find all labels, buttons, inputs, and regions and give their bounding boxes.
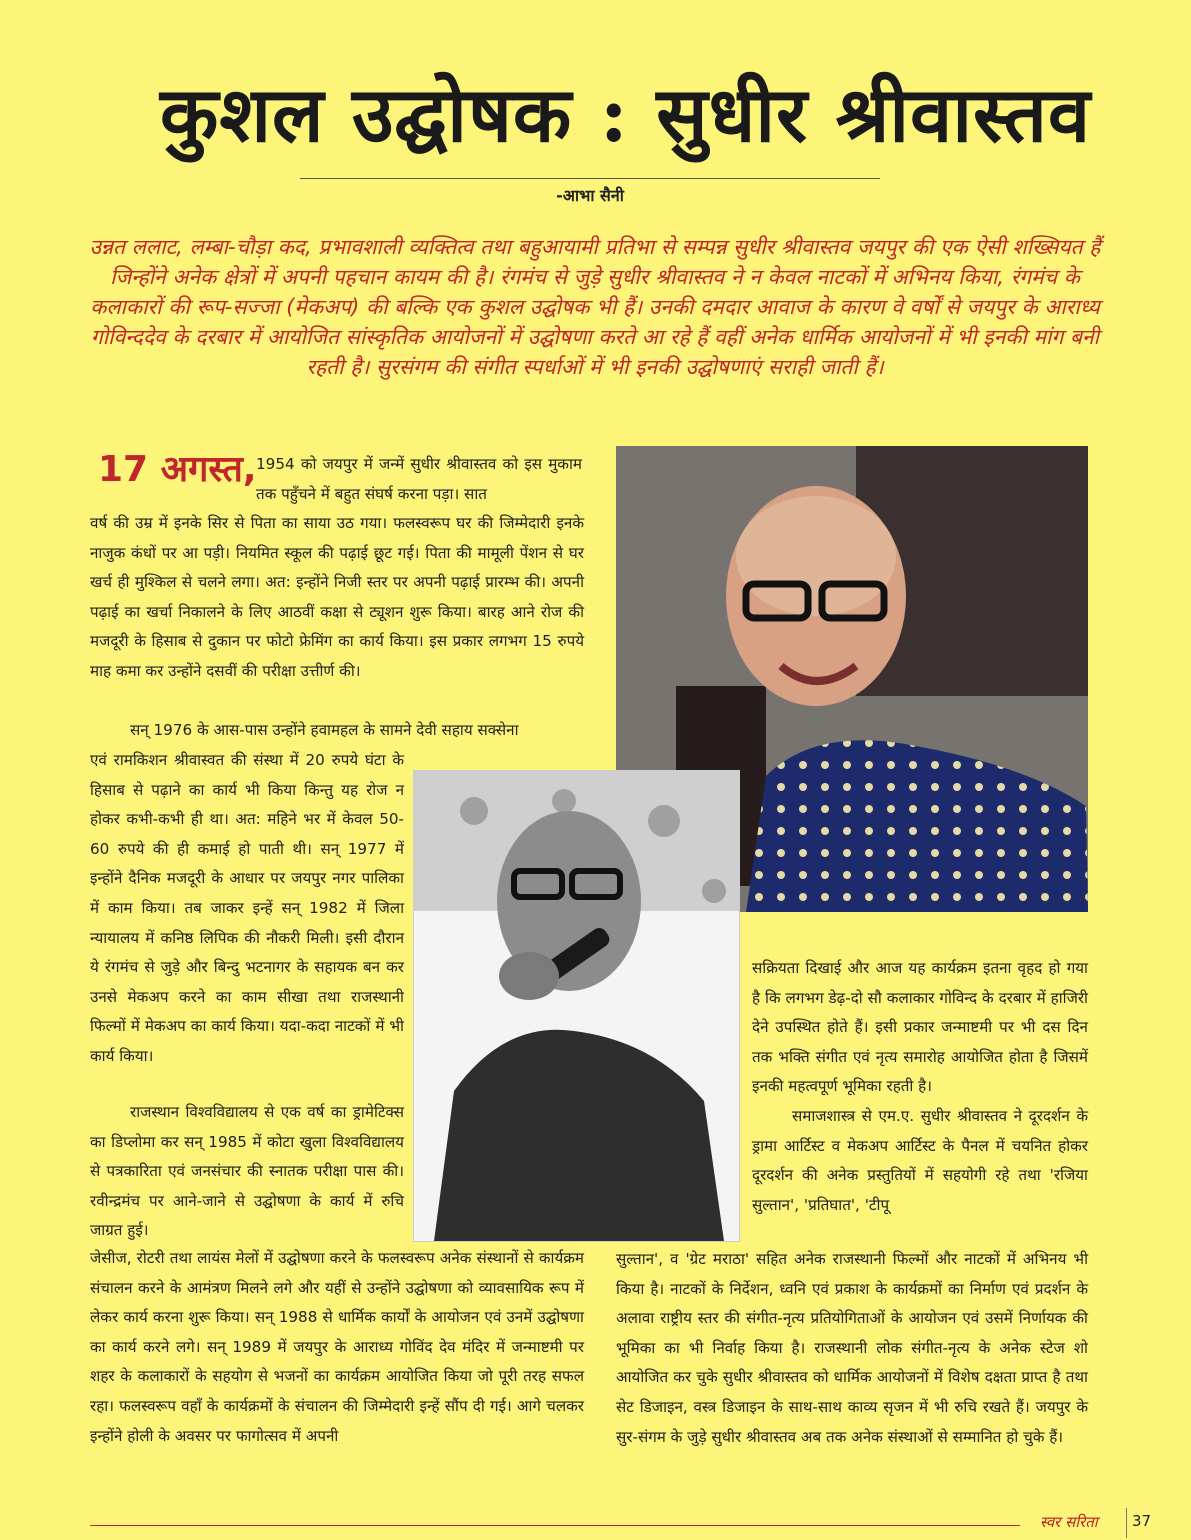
body-paragraph-1: वर्ष की उम्र में इनके सिर से पिता का साया उठ गया। फलस्वरूप घर की जिम्मेदारी इनके नाजुक कंधों पर आ पड़ी। नियमित स्कूल की पढ़ाई छूट गई। पिता की मामूली पेंशन से घर खर्च ही मुश्किल से चलने लगा। अत: इन्होंने निजी स्तर पर अपनी पढ़ाई प्रारम्भ की। अपनी पढ़ाई का खर्चा निकालने के लिए आठवीं कक्षा से ट्यूशन शुरू किया। बारह आने रोज की मजदूरी के हिसाब से दुकान पर फोटो फ्रेमिंग का कार्य किया। इस प्रकार लगभग 15 रुपये माह कमा कर उन्होंने दसवीं की परीक्षा उत्तीर्ण की। <box>90 514 584 680</box>
footer-separator <box>1126 1508 1127 1538</box>
right-column-top <box>752 954 1088 1220</box>
right-paragraph-1: सक्रियता दिखाई और आज यह कार्यक्रम इतना वृहद हो गया है कि लगभग डेढ़-दो सौ कलाकार गोविन्द के दरबार में हाजिरी देने उपस्थित होते हैं। इसी प्रकार जन्माष्टमी पर भी दस दिन तक भक्ति संगीत एवं नृत्य समारोह आयोजित होता है जिसमें इनकी महत्वपूर्ण भूमिका रहती है। <box>752 959 1088 1096</box>
body-paragraph-4: जेसीज, रोटरी तथा लायंस मेलों में उद्घोषणा करने के फलस्वरूप अनेक संस्थानों से कार्यक्रम संचालन करने के आमंत्रण मिलने लगे और यहीं से उन्होंने उद्घोषणा को व्यावसायिक रूप में लेकर कार्य करना शुरू किया। सन् 1988 से धार्मिक कार्यों के आयोजन एवं उनमें उद्घोषणा का कार्य करने लगे। सन् 1989 में जयपुर के आराध्य गोविंद देव मंदिर में जन्माष्टमी पर शहर के कलाकारों के सहयोग से भजनों का कार्यक्रम आयोजित किया जो पूरी तरह सफल रहा। फलस्वरूप वहाँ के कार्यक्रमों के संचालन की जिम्मेदारी इन्हें सौंप दी गई। आगे चलकर इन्होंने होली के अवसर पर फागोत्सव में अपनी <box>90 1249 584 1445</box>
footer-magazine-name: स्वर सरिता <box>1040 1513 1098 1531</box>
body-paragraph-2-start: सन् 1976 के आस-पास उन्होंने हवामहल के सामने देवी सहाय सक्सेना <box>130 721 519 739</box>
right-paragraph-2: समाजशास्त्र से एम.ए. सुधीर श्रीवास्तव ने दूरदर्शन के ड्रामा आर्टिस्ट व मेकअप आर्टिस्ट के पैनल में चयनित होकर दूरदर्शन की अनेक प्रस्तुतियों में सहयोगी रहे तथा 'रजिया सुल्तान', 'प्रतिघात', 'टीपू <box>752 1106 1088 1214</box>
body-paragraph-1-start: 1954 को जयपुर में जन्में सुधीर श्रीवास्तव को इस मुकाम तक पहुँचने में बहुत संघर्ष करना पड़ा। सात <box>256 455 582 503</box>
dropcap-date: 17 अगस्त, <box>98 449 257 490</box>
page-number: 37 <box>1132 1512 1152 1530</box>
byline: -आभा सैनी <box>556 186 624 205</box>
byline-rule <box>300 178 880 179</box>
intro-paragraph: उन्नत ललाट, लम्बा-चौड़ा कद, प्रभावशाली व्यक्तित्व तथा बहुआयामी प्रतिभा से सम्पन्न सुधीर श्रीवास्तव जयपुर की एक ऐसी शख्सियत हैं जिन्होंने अनेक क्षेत्रों में अपनी पहचान कायम की है। रंगमंच से जुड़े सुधीर श्रीवास्तव ने न केवल नाटकों में अभिनय किया, रंगमंच के कलाकारों की रूप-सज्जा (मेकअप) की बल्कि एक कुशल उद्घोषक भी हैं। उनकी दमदार आवाज के कारण वे वर्षों से जयपुर के आराध्य गोविन्ददेव के दरबार में आयोजित सांस्कृतिक आयोजनों में उद्घोषणा करते आ रहे हैं वहीं अनेक धार्मिक आयोजनों में भी इनकी मांग बनी रहती है। सुरसंगम की संगीत स्पर्धाओं में भी इनकी उद्घोषणाएं सराही जाती हैं। <box>89 235 1101 379</box>
footer-rule <box>90 1525 1020 1526</box>
body-paragraph-3: राजस्थान विश्वविद्यालय से एक वर्ष का ड्रामेटिक्स का डिप्लोमा कर सन् 1985 में कोटा खुला विश्वविद्यालय से पत्रकारिता एवं जनसंचार की स्नातक परीक्षा पास की। रवीन्द्रमंच पर आने-जाने से उद्घोषणा के कार्य में रुचि जाग्रत हुई। <box>90 1103 404 1240</box>
article-title: कुशल उद्घोषक : सुधीर श्रीवास्तव <box>160 70 1092 159</box>
portrait-photo-bw <box>413 770 740 1242</box>
portrait-photo-bw-image <box>414 771 739 1241</box>
body-paragraph-2: एवं रामकिशन श्रीवास्वत की संस्था में 20 रुपये घंटा के हिसाब से पढ़ाने का कार्य भी किया किन्तु यह रोज न होकर कभी-कभी ही था। अत: महिने भर में केवल 50-60 रुपये की ही कमाई हो पाती थी। सन् 1977 में इन्होंने दैनिक मजदूरी के आधार पर जयपुर नगर पालिका में काम किया। तब जाकर इन्हें सन् 1982 में जिला न्यायालय में कनिष्ठ लिपिक की नौकरी मिली। इसी दौरान ये रंगमंच से जुड़े और बिन्दु भटनागर के सहायक बन कर उनसे मेकअप करने का काम सीखा तथा राजस्थानी फिल्मों में मेकअप का कार्य किया। यदा-कदा नाटकों में भी कार्य किया। <box>90 751 404 1065</box>
right-column-bottom: सुल्तान', व 'ग्रेट मराठा' सहित अनेक राजस्थानी फिल्मों और नाटकों में अभिनय भी किया है। नाटकों के निर्देशन, ध्वनि एवं प्रकाश के कार्यक्रमों का निर्माण एवं प्रदर्शन के अलावा राष्ट्रीय स्तर की संगीत-नृत्य प्रतियोगिताओं के आयोजन एवं उसमें निर्णायक की भूमिका का भी निर्वाह किया है। राजस्थानी लोक संगीत-नृत्य के अनेक स्टेज शो आयोजित कर चुके सुधीर श्रीवास्तव को धार्मिक आयोजनों में विशेष दक्षता प्राप्त है तथा सेट डिजाइन, वस्त्र डिजाइन के साथ-साथ काव्य सृजन में भी रुचि रखते हैं। जयपुर के सुर-संगम के जुड़े सुधीर श्रीवास्तव अब तक अनेक संस्थाओं से सम्मानित हो चुके हैं। <box>616 1250 1088 1446</box>
